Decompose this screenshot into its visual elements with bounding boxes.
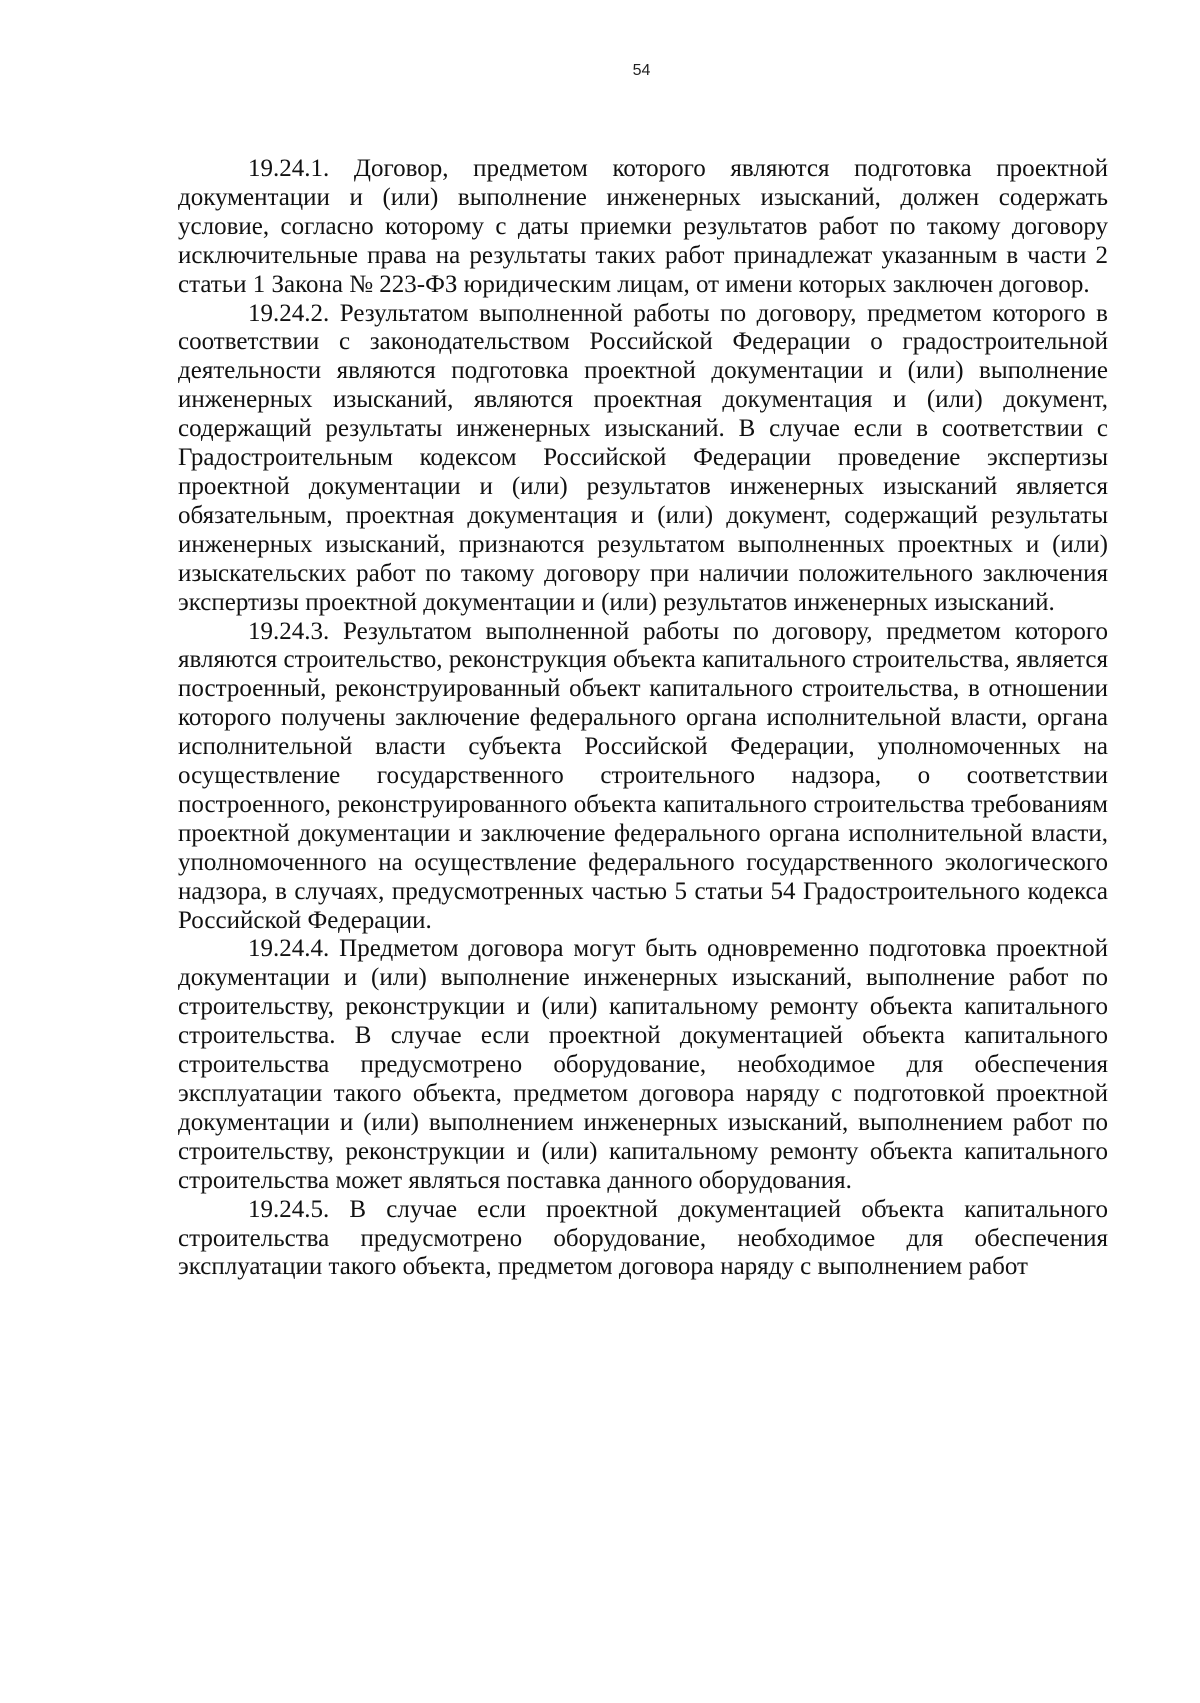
paragraph-19-24-2: 19.24.2. Результатом выполненной работы по договору, предметом которого в соответствии с законодательством Российской Федерации о градостроительной деятельности являются подготовка проектной документации и (или) выполнение инженерных изысканий, являются проектная документация и (или) документ, содержащий результаты инженерных изысканий. В случае если в соответствии с Градостроительным кодексом Российской Федерации проведение экспертизы проектной документации и (или) результатов инженерных изысканий является обязательным, проектная документация и (или) документ, содержащий результаты инженерных изысканий, признаются результатом выполненных проектных и (или) изыскательских работ по такому договору при наличии положительного заключения экспертизы проектной документации и (или) результатов инженерных изысканий. bbox=[178, 299, 1108, 616]
paragraph-19-24-1: 19.24.1. Договор, предметом которого являются подготовка проектной документации и (или) выполнение инженерных изысканий, должен содержать условие, согласно которому с даты приемки результатов работ по такому договору исключительные права на результаты таких работ принадлежат указанным в части 2 статьи 1 Закона № 223-ФЗ юридическим лицам, от имени которых заключен договор. bbox=[178, 155, 1108, 298]
paragraph-19-24-3: 19.24.3. Результатом выполненной работы по договору, предметом которого являются строительство, реконструкция объекта капитального строительства, является построенный, реконструированный объект капитального строительства, в отношении которого получены заключение федерального органа исполнительной власти, органа исполнительной власти субъекта Российской Федерации, уполномоченных на осуществление государственного строительного надзора, о соответствии построенного, реконструированного объекта капитального строительства требованиям проектной документации и заключение федерального органа исполнительной власти, уполномоченного на осуществление федерального государственного экологического надзора, в случаях, предусмотренных частью 5 статьи 54 Градостроительного кодекса Российской Федерации. bbox=[178, 617, 1108, 934]
page-number: 54 bbox=[632, 62, 651, 79]
document-body bbox=[178, 155, 1108, 1282]
paragraph-19-24-4: 19.24.4. Предметом договора могут быть одновременно подготовка проектной документации и (или) выполнение инженерных изысканий, выполнение работ по строительству, реконструкции и (или) капитальному ремонту объекта капитального строительства. В случае если проектной документацией объекта капитального строительства предусмотрено оборудование, необходимое для обеспечения эксплуатации такого объекта, предметом договора наряду с подготовкой проектной документации и (или) выполнением инженерных изысканий, выполнением работ по строительству, реконструкции и (или) капитальному ремонту объекта капитального строительства может являться поставка данного оборудования. bbox=[178, 935, 1108, 1194]
paragraph-19-24-5: 19.24.5. В случае если проектной документацией объекта капитального строительства предусмотрено оборудование, необходимое для обеспечения эксплуатации такого объекта, предметом договора наряду с выполнением работ bbox=[178, 1195, 1108, 1281]
